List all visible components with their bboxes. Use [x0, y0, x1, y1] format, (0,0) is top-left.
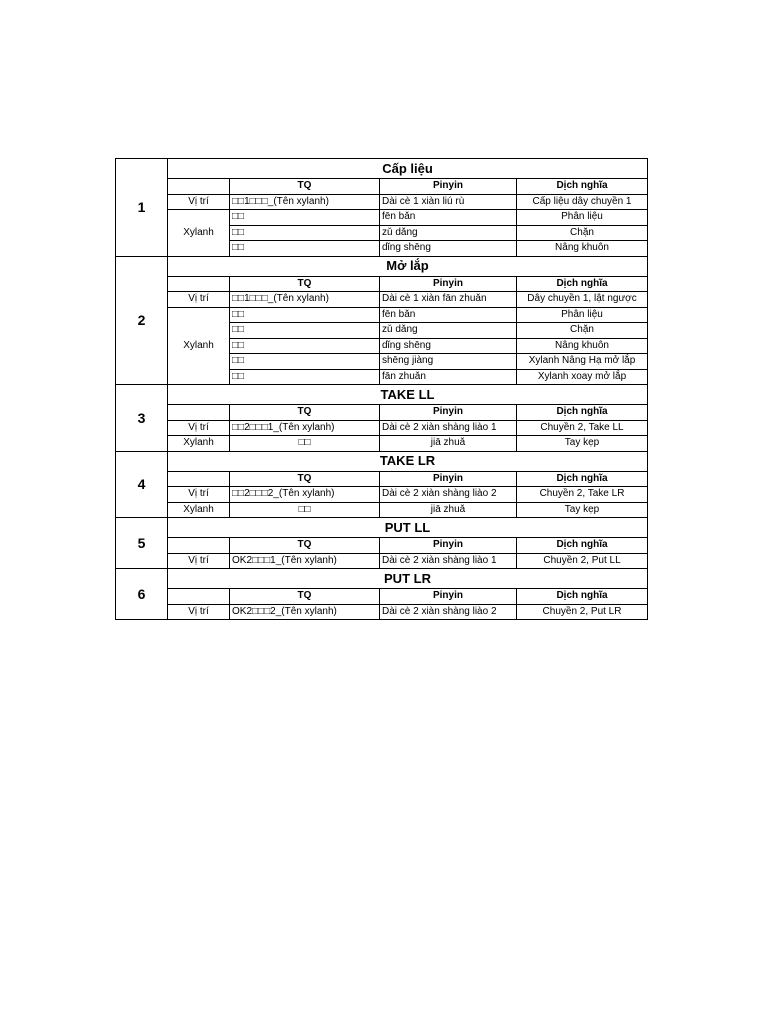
meaning-cell: Tay kẹp	[517, 436, 648, 452]
pinyin-cell: fēn bǎn	[380, 307, 517, 323]
pinyin-cell: jiā zhuǎ	[380, 436, 517, 452]
column-header-row	[116, 471, 648, 487]
meaning-cell: Chuyền 2, Take LL	[517, 420, 648, 436]
pinyin-cell: zǔ dǎng	[380, 323, 517, 339]
section-number: 2	[116, 256, 168, 385]
group-label: Vị trí	[168, 194, 230, 210]
meaning-cell: Phân liệu	[517, 307, 648, 323]
meaning-cell: Chuyền 2, Put LL	[517, 553, 648, 569]
group-label: Xylanh	[168, 502, 230, 518]
group-label: Vị trí	[168, 487, 230, 503]
table-row	[116, 292, 648, 308]
pinyin-cell: dǐng shēng	[380, 241, 517, 257]
column-header-row	[116, 589, 648, 605]
pinyin-cell: Dài cè 2 xiàn shàng liào 1	[380, 553, 517, 569]
tq-cell: □□2□□□2_(Tên xylanh)	[230, 487, 380, 503]
pinyin-cell: jiā zhuǎ	[380, 502, 517, 518]
header-pinyin: Pinyin	[380, 276, 517, 292]
tq-cell: □□	[230, 436, 380, 452]
header-pinyin: Pinyin	[380, 405, 517, 421]
section-number: 3	[116, 385, 168, 452]
tq-cell: □□2□□□1_(Tên xylanh)	[230, 420, 380, 436]
header-tq: TQ	[230, 179, 380, 195]
tq-cell: □□	[230, 225, 380, 241]
group-label: Vị trí	[168, 420, 230, 436]
section-title: Cấp liệu	[168, 159, 648, 179]
header-meaning: Dịch nghĩa	[517, 471, 648, 487]
meaning-cell: Chuyền 2, Take LR	[517, 487, 648, 503]
header-pinyin: Pinyin	[380, 179, 517, 195]
header-blank-cell	[168, 538, 230, 554]
pinyin-cell: Dài cè 1 xiàn fān zhuǎn	[380, 292, 517, 308]
tq-cell: OK2□□□1_(Tên xylanh)	[230, 553, 380, 569]
tq-cell: □□	[230, 323, 380, 339]
header-pinyin: Pinyin	[380, 589, 517, 605]
section-title-row	[116, 159, 648, 179]
header-tq: TQ	[230, 405, 380, 421]
tq-cell: □□	[230, 502, 380, 518]
section-title: PUT LR	[168, 569, 648, 589]
header-meaning: Dịch nghĩa	[517, 405, 648, 421]
section-number: 6	[116, 569, 168, 620]
pinyin-cell: fān zhuǎn	[380, 369, 517, 385]
tq-cell: □□	[230, 241, 380, 257]
meaning-cell: Tay kẹp	[517, 502, 648, 518]
pinyin-cell: Dài cè 2 xiàn shàng liào 2	[380, 487, 517, 503]
tq-cell: □□	[230, 210, 380, 226]
section-title: PUT LL	[168, 518, 648, 538]
section-title-row	[116, 518, 648, 538]
column-header-row	[116, 405, 648, 421]
column-header-row	[116, 179, 648, 195]
section-title: TAKE LL	[168, 385, 648, 405]
pinyin-cell: dǐng shēng	[380, 338, 517, 354]
pinyin-cell: Dài cè 2 xiàn shàng liào 1	[380, 420, 517, 436]
pinyin-cell: shēng jiàng	[380, 354, 517, 370]
meaning-cell: Nâng khuôn	[517, 338, 648, 354]
meaning-cell: Chuyền 2, Put LR	[517, 604, 648, 620]
pinyin-cell: Dài cè 2 xiàn shàng liào 2	[380, 604, 517, 620]
group-label: Xylanh	[168, 210, 230, 257]
meaning-cell: Chặn	[517, 323, 648, 339]
table-row	[116, 487, 648, 503]
header-meaning: Dịch nghĩa	[517, 276, 648, 292]
section-number: 1	[116, 159, 168, 257]
pinyin-cell: Dài cè 1 xiàn liú rù	[380, 194, 517, 210]
header-pinyin: Pinyin	[380, 538, 517, 554]
translation-table	[115, 158, 648, 620]
meaning-cell: Dây chuyền 1, lật ngược	[517, 292, 648, 308]
section-number: 5	[116, 518, 168, 569]
pinyin-cell: fēn bǎn	[380, 210, 517, 226]
meaning-cell: Chặn	[517, 225, 648, 241]
meaning-cell: Xylanh xoay mở lắp	[517, 369, 648, 385]
header-tq: TQ	[230, 471, 380, 487]
group-label: Xylanh	[168, 436, 230, 452]
translation-table-body	[116, 159, 648, 620]
group-label: Vị trí	[168, 604, 230, 620]
header-blank-cell	[168, 405, 230, 421]
table-row	[116, 436, 648, 452]
section-number: 4	[116, 451, 168, 518]
header-blank-cell	[168, 471, 230, 487]
meaning-cell: Xylanh Nâng Hạ mở lắp	[517, 354, 648, 370]
table-row	[116, 210, 648, 226]
section-title: TAKE LR	[168, 451, 648, 471]
section-title-row	[116, 256, 648, 276]
header-tq: TQ	[230, 589, 380, 605]
tq-cell: □□	[230, 354, 380, 370]
tq-cell: □□	[230, 307, 380, 323]
group-label: Xylanh	[168, 307, 230, 385]
column-header-row	[116, 538, 648, 554]
meaning-cell: Nâng khuôn	[517, 241, 648, 257]
header-blank-cell	[168, 179, 230, 195]
pinyin-cell: zǔ dǎng	[380, 225, 517, 241]
group-label: Vị trí	[168, 292, 230, 308]
section-title-row	[116, 451, 648, 471]
header-meaning: Dịch nghĩa	[517, 589, 648, 605]
table-row	[116, 553, 648, 569]
table-row	[116, 307, 648, 323]
group-label: Vị trí	[168, 553, 230, 569]
header-pinyin: Pinyin	[380, 471, 517, 487]
table-row	[116, 420, 648, 436]
section-title-row	[116, 569, 648, 589]
tq-cell: □□1□□□_(Tên xylanh)	[230, 292, 380, 308]
meaning-cell: Phân liệu	[517, 210, 648, 226]
section-title-row	[116, 385, 648, 405]
meaning-cell: Cấp liệu dây chuyền 1	[517, 194, 648, 210]
tq-cell: □□	[230, 338, 380, 354]
header-tq: TQ	[230, 538, 380, 554]
column-header-row	[116, 276, 648, 292]
tq-cell: □□1□□□_(Tên xylanh)	[230, 194, 380, 210]
table-row	[116, 502, 648, 518]
table-row	[116, 604, 648, 620]
tq-cell: OK2□□□2_(Tên xylanh)	[230, 604, 380, 620]
header-meaning: Dịch nghĩa	[517, 179, 648, 195]
header-blank-cell	[168, 276, 230, 292]
table-row	[116, 194, 648, 210]
header-blank-cell	[168, 589, 230, 605]
header-meaning: Dịch nghĩa	[517, 538, 648, 554]
header-tq: TQ	[230, 276, 380, 292]
tq-cell: □□	[230, 369, 380, 385]
section-title: Mở lắp	[168, 256, 648, 276]
